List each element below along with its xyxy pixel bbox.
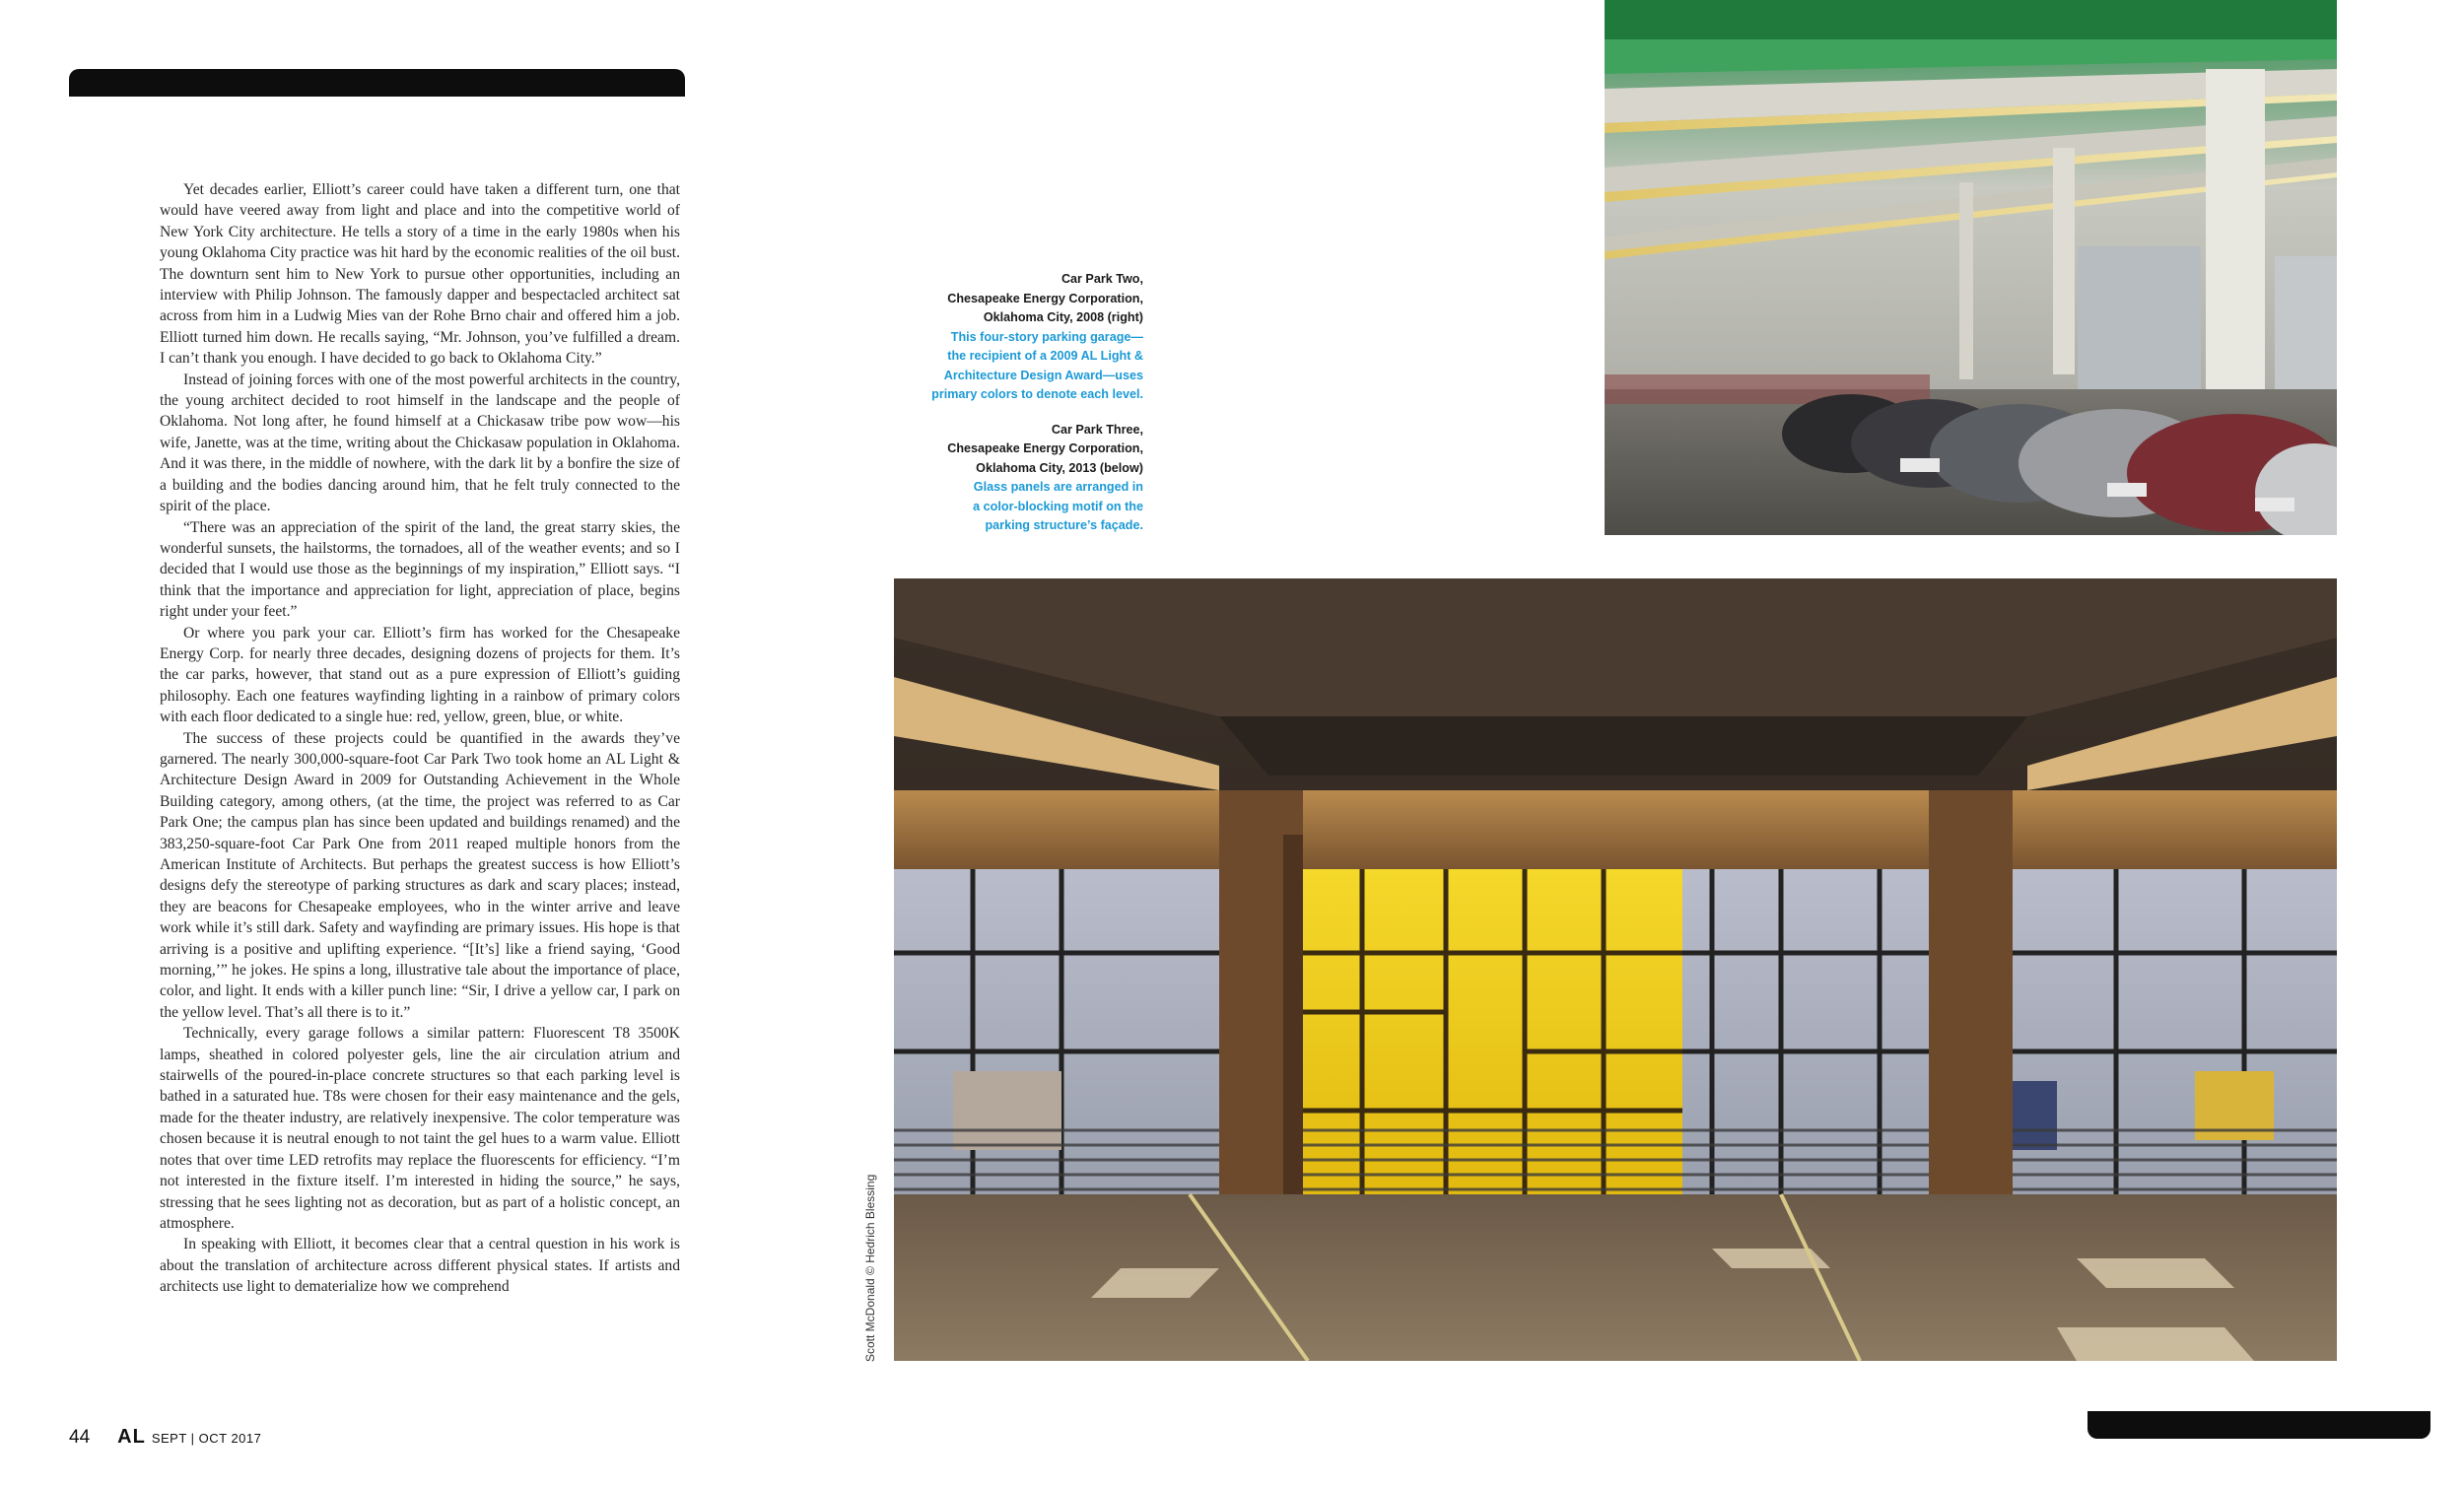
caption-desc-line: the recipient of a 2009 AL Light & [947,349,1143,363]
caption-car-park-two [867,270,1143,405]
caption-car-park-three [867,421,1143,536]
header-black-bar [69,69,685,97]
article-paragraph: Instead of joining forces with one of the most powerful architects in the country, the young architect decided to root himself in the landscape and the people of Oklahoma. Not long after, he found himself at a Chickasaw tribe pow wow—his wife, Janette, was at the time, writing about the Chickasaw population in Oklahoma. And it was there, in the middle of nowhere, with the dark lit by a bonfire the size of a building and the bodies dancing around him, that he felt truly connected to the spirit of the place. [160,371,680,515]
car-park-two-photo [1605,0,2337,535]
issue-date: SEPT | OCT 2017 [151,1431,262,1446]
caption-desc-line: Architecture Design Award—uses [943,368,1143,382]
article-paragraph: Or where you park your car. Elliott’s firm has worked for the Chesapeake Energy Corp. for nearly three decades, designing dozens of projects for them. It’s the car parks, however, that stand out as a pure expression of Elliott’s guiding philosophy. Each one features wayfinding lighting in a rainbow of primary colors with each floor dedicated to a single hue: red, yellow, green, blue, or white. [160,624,680,726]
caption-title-line: Oklahoma City, 2008 (right) [983,310,1143,324]
photo-captions [867,270,1143,536]
caption-desc-line: parking structure’s façade. [985,518,1143,532]
article-body [160,179,680,1367]
article-paragraph: In speaking with Elliott, it becomes clear that a central question in his work is about the translation of architecture across different physical states. If artists and architects use light to dematerialize how we comprehend [160,1236,680,1296]
caption-desc-line: a color-blocking motif on the [973,499,1143,513]
photo-credit: Scott McDonald © Hedrich Blessing [863,1174,877,1362]
caption-desc-line: Glass panels are arranged in [973,480,1143,494]
caption-title-line: Car Park Three, [1051,422,1143,437]
caption-desc-line: This four-story parking garage— [950,329,1143,344]
magazine-logo: AL [117,1426,146,1448]
footer-black-bar [2088,1411,2430,1439]
caption-title-line: Chesapeake Energy Corporation, [947,291,1143,305]
article-paragraph: “There was an appreciation of the spirit of the land, the great starry skies, the wonderful sunsets, the hailstorms, the tornadoes, all of the weather events; and so I decided that I would use those as the beginnings of my inspiration,” Elliott says. “I think that the importance and appreciation for light, appreciation of place, begins right under your feet.” [160,518,680,621]
article-paragraph: The success of these projects could be quantified in the awards they’ve garnered. The nearly 300,000-square-foot Car Park Two took home an AL Light & Architecture Design Award in 2009 for Outstanding Achievement in the Whole Building category, among others, (at the time, the project was referred to as Car Park One; the campus plan has since been updated and buildings renamed) and the 383,250-square-foot Car Park One from 2011 reaped multiple honors from the American Institute of Architects. But perhaps the greatest success is how Elliott’s designs defy the stereotype of parking structures as dark and scary places; instead, they are beacons for Chesapeake employees, who in the winter arrive and leave work while it’s still dark. Safety and wayfinding are primary issues. His hope is that arriving is a positive and uplifting experience. “[It’s] like a friend saying, ‘Good morning,’” he jokes. He spins a long, illustrative tale about the importance of place, color, and light. It ends with a killer punch line: “Sir, I drive a yellow car, I park on the yellow level. That’s all there is to it.” [160,729,680,1021]
caption-title-line: Oklahoma City, 2013 (below) [976,460,1143,475]
car-park-three-photo [894,578,2337,1361]
page-footer [69,1426,261,1449]
caption-desc-line: primary colors to denote each level. [931,387,1143,401]
caption-title-line: Chesapeake Energy Corporation, [947,441,1143,455]
article-paragraph: Yet decades earlier, Elliott’s career could have taken a different turn, one that would have veered away from light and place and into the competitive world of New York City architecture. He tells a story of a time in the early 1980s when his young Oklahoma City practice was hit hard by the economic realities of the oil bust. The downturn sent him to New York to pursue other opportunities, including an interview with Philip Johnson. The famously dapper and bespectacled architect sat across from him in a Ludwig Mies van der Rohe Brno chair and offered him a job. Elliott turned him down. He recalls saying, “Mr. Johnson, you’ve fulfilled a dream. I can’t thank you enough. I have decided to go back to Oklahoma City.” [160,181,680,368]
page-number: 44 [69,1427,91,1448]
article-paragraph: Technically, every garage follows a similar pattern: Fluorescent T8 3500K lamps, sheathed in colored polyester gels, line the air circulation atrium and stairwells of the poured-in-place concrete structures so that each parking level is bathed in a saturated hue. T8s were chosen for their easy maintenance and the gels, made for the theater industry, are relatively inexpensive. The color temperature was chosen because it is neutral enough to not taint the gel hues to a warm value. Elliott notes that over time LED retrofits may replace the fluorescents for efficiency. “I’m not interested in the fixture itself. I’m interested in hiding the source,” he says, stressing that he sees lighting not as decoration, but as part of a holistic concept, an atmosphere. [160,1025,680,1232]
caption-title-line: Car Park Two, [1061,272,1143,286]
